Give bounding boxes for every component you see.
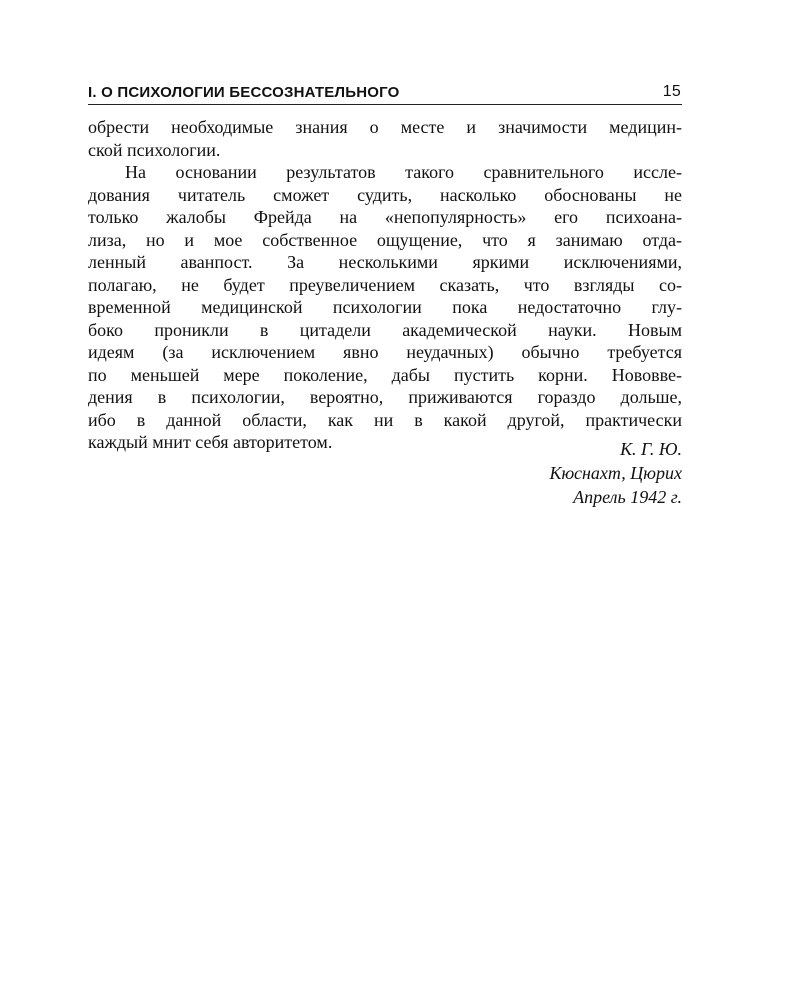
text-line: по меньшей мере поколение, дабы пустить корни. Нововве-	[88, 364, 682, 385]
signature-date: Апрель 1942 г.	[573, 487, 682, 507]
text-line: дения в психологии, вероятно, приживаются гораздо дольше,	[88, 387, 682, 407]
body-text	[88, 116, 682, 454]
text-line: дования читатель сможет судить, насколько обоснованы не	[88, 184, 682, 205]
paragraph-continuation	[88, 116, 682, 161]
text-line: только жалобы Фрейда на «непопулярность» его психоана-	[88, 207, 682, 227]
paragraph-main	[88, 161, 682, 454]
text-line: ской психологии.	[88, 139, 221, 160]
page-number: 15	[662, 83, 681, 100]
text-line: лиза, но и мое собственное ощущение, что я занимаю отда-	[88, 229, 682, 250]
text-line: ленный аванпост. За несколькими яркими исключениями,	[88, 252, 682, 272]
text-line: временной медицинской психологии пока недостаточно глу-	[88, 297, 682, 317]
text-line: каждый мнит себя авторитетом.	[88, 432, 333, 452]
signature-block	[550, 437, 682, 509]
text-line: ибо в данной области, как ни в какой другой, практически	[88, 409, 682, 430]
text-line: боко проникли в цитадели академической науки. Новым	[88, 319, 682, 340]
text-line: идеям (за исключением явно неудачных) обычно требуется	[88, 342, 682, 362]
chapter-title: I. О ПСИХОЛОГИИ БЕССОЗНАТЕЛЬНОГО	[88, 84, 400, 101]
text-line: На основании результатов такого сравнительного иссле-	[125, 162, 682, 182]
signature-place: Кюснахт, Цюрих	[549, 463, 682, 483]
author-initials: К. Г. Ю.	[620, 439, 682, 459]
text-line: обрести необходимые знания о месте и значимости медицин-	[88, 117, 682, 137]
text-line: полагаю, не будет преувеличением сказать, что взгляды со-	[88, 274, 682, 295]
running-head	[88, 82, 682, 105]
